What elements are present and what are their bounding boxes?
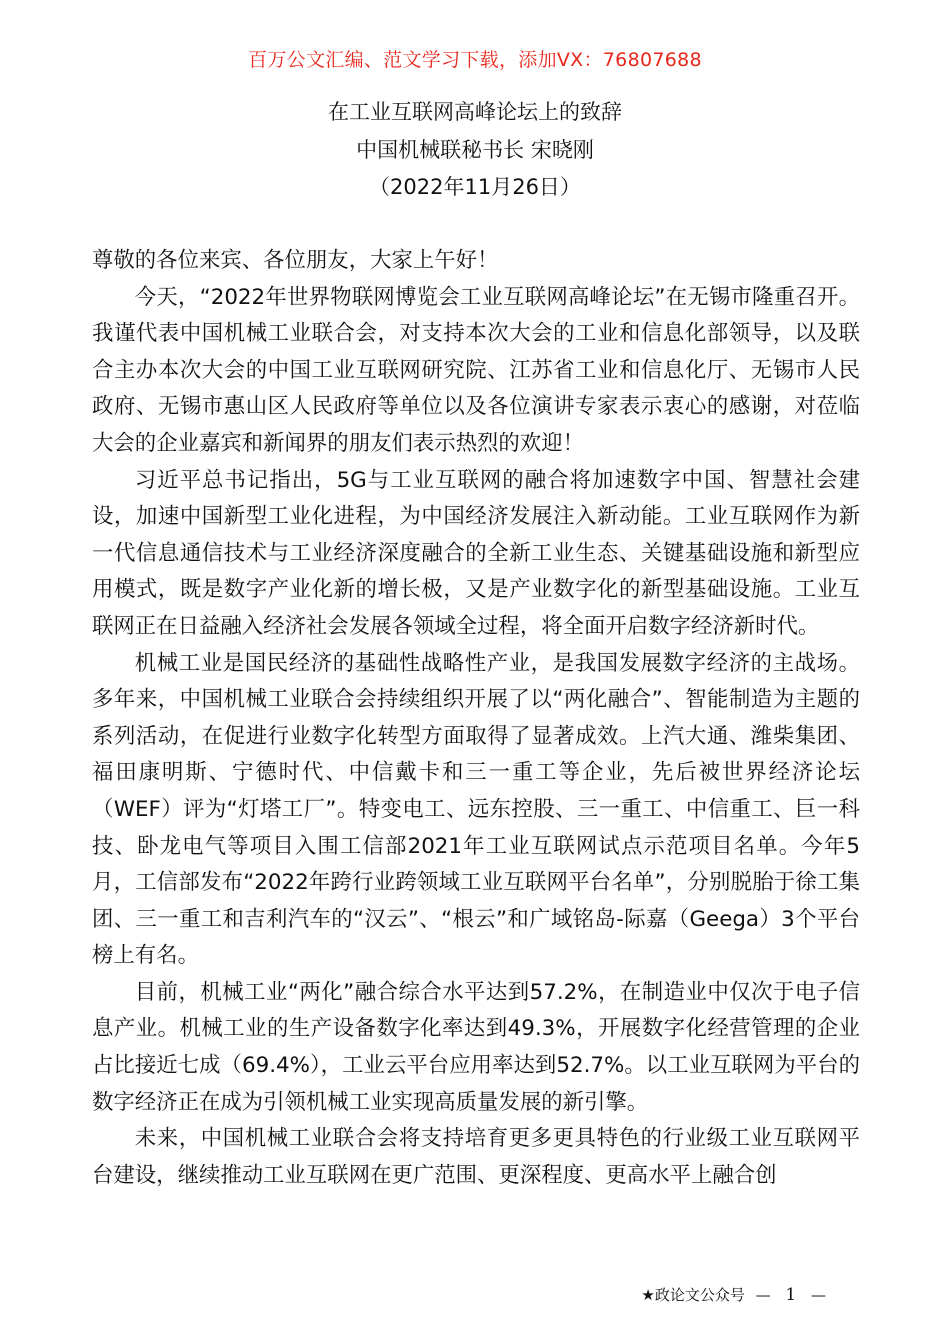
- speech-body: [92, 243, 860, 1194]
- page-number: 1: [785, 1285, 797, 1305]
- body-paragraph: 今天，“2022年世界物联网博览会工业互联网高峰论坛”在无锡市隆重召开。我谨代表中国机械工业联合会，对支持本次大会的工业和信息化部领导，以及联合主办本次大会的中国工业互联网研究院、江苏省工业和信息化厅、无锡市人民政府、无锡市惠山区人民政府等单位以及各位演讲专家表示衷心的感谢，对莅临大会的企业嘉宾和新闻界的朋友们表示热烈的欢迎！: [92, 284, 860, 456]
- greeting-paragraph: 尊敬的各位来宾、各位朋友，大家上午好！: [92, 248, 499, 273]
- body-paragraph: 习近平总书记指出，5G与工业互联网的融合将加速数字中国、智慧社会建设，加速中国新型工业化进程，为中国经济发展注入新动能。工业互联网作为新一代信息通信技术与工业经济深度融合的全新工业生态、关键基础设施和新型应用模式，既是数字产业化新的增长极，又是产业数字化的新型基础设施。工业互联网正在日益融入经济社会发展各领域全过程，将全面开启数字经济新时代。: [92, 467, 860, 639]
- footer-source: ★政论文公众号: [641, 1286, 745, 1304]
- body-paragraph: 目前，机械工业“两化”融合综合水平达到57.2%，在制造业中仅次于电子信息产业。机械工业的生产设备数字化率达到49.3%，开展数字化经营管理的企业占比接近七成（69.4%），工业云平台应用率达到52.7%。以工业互联网为平台的数字经济正在成为引领机械工业实现高质量发展的新引擎。: [92, 979, 860, 1115]
- page-footer: [641, 1284, 832, 1306]
- speaker-line: 中国机械联秘书长 宋晓刚: [356, 138, 594, 162]
- footer-dash-left: —: [755, 1286, 771, 1304]
- body-paragraph: 未来，中国机械工业联合会将支持培育更多更具特色的行业级工业互联网平台建设，继续推动工业互联网在更广范围、更深程度、更高水平上融合创: [92, 1126, 860, 1188]
- speech-title: 在工业互联网高峰论坛上的致辞: [328, 100, 622, 124]
- body-paragraph: 机械工业是国民经济的基础性战略性产业，是我国发展数字经济的主战场。多年来，中国机械工业联合会持续组织开展了以“两化融合”、智能制造为主题的系列活动，在促进行业数字化转型方面取得了显著成效。上汽大通、潍柴集团、福田康明斯、宁德时代、中信戴卡和三一重工等企业，先后被世界经济论坛（WEF）评为“灯塔工厂”。特变电工、远东控股、三一重工、中信重工、巨一科技、卧龙电气等项目入围工信部2021年工业互联网试点示范项目名单。今年5月，工信部发布“2022年跨行业跨领域工业互联网平台名单”，分别脱胎于徐工集团、三一重工和吉利汽车的“汉云”、“根云”和广域铭岛-际嘉（Geega）3个平台榜上有名。: [92, 650, 860, 969]
- footer-dash-right: —: [811, 1286, 826, 1304]
- promo-banner: 百万公文汇编、范文学习下载，添加VX：76807688: [248, 49, 702, 71]
- speech-date: （2022年11月26日）: [369, 175, 581, 199]
